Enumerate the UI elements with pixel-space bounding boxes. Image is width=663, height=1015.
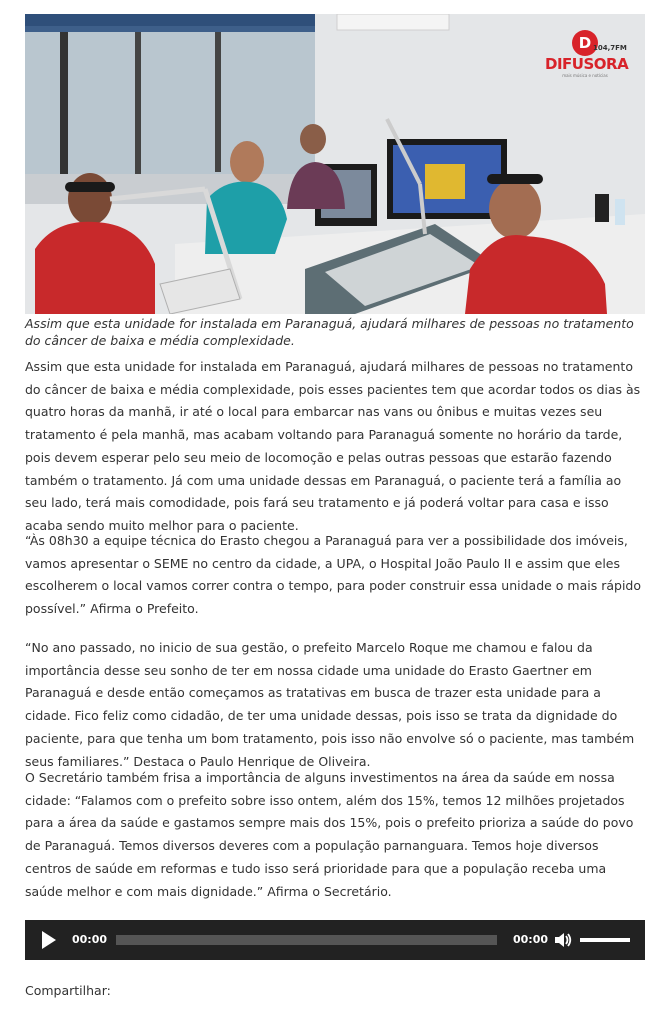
- article-paragraph: “Às 08h30 a equipe técnica do Erasto chegou a Paranaguá para ver a possibilidade dos imóveis, vamos apresentar o SEME no centro da cidade, a UPA, o Hospital João Paulo II e assim que eles escolherem o local vamos correr contra o tempo, para poder construir essa unidade o mais rápido possível.” Afirma o Prefeito.: [25, 533, 641, 617]
- play-button[interactable]: [42, 931, 56, 949]
- article-paragraph: “No ano passado, no inicio de sua gestão, o prefeito Marcelo Roque me chamou e falou da importância desse seu sonho de ter em nossa cidade uma unidade do Erasto Gaertner em Paranaguá e desde então começamos as tratativas em busca de trazer esta unidade para a cidade. Fico feliz como cidadão, de ter uma unidade dessas, pois isso se trata da dignidade do paciente, para que tenha um bom tratamento, pois isso não envolve só o paciente, mas também seus familiares.” Destaca o Paulo Henrique de Oliveira.: [25, 640, 635, 769]
- difusora-logo: [545, 30, 629, 78]
- logo-frequency: 104,7FM: [593, 44, 627, 52]
- share-label: Compartilhar:: [25, 983, 111, 998]
- logo-tagline: mais música e notícias: [562, 73, 608, 78]
- article-paragraph: Assim que esta unidade for instalada em Paranaguá, ajudará milhares de pessoas no tratamento do câncer de baixa e média complexidade, pois esses pacientes tem que acordar todos os dias às quatro horas da manhã, ir até o local para embarcar nas vans ou ônibus e muitas vezes seu tratamento é pela manhã, mas acabam voltando para Paranaguá somente no horário da tarde, pois devem esperar pelo seu meio de locomoção e pelas outras pessoas que estarão fazendo também o tratamento. Já com uma unidade dessas em Paranaguá, o paciente terá a família ao seu lado, terá mais comodidade, pois fará seu tratamento e já poderá voltar para casa e isso acaba sendo muito melhor para o paciente.: [25, 359, 641, 533]
- photo-caption: Assim que esta unidade for instalada em Paranaguá, ajudará milhares de pessoas no tratamento do câncer de baixa e média complexidade.: [25, 316, 634, 348]
- current-time: 00:00: [72, 933, 108, 946]
- volume-slider[interactable]: [580, 938, 630, 942]
- logo-mark: D: [572, 30, 598, 56]
- logo-wordmark: DIFUSORA: [545, 55, 629, 73]
- audio-player: [25, 920, 645, 960]
- audio-progress-bar[interactable]: [116, 935, 497, 945]
- duration-time: 00:00: [513, 933, 549, 946]
- article-paragraph: O Secretário também frisa a importância de alguns investimentos na área da saúde em nossa cidade: “Falamos com o prefeito sobre isso ontem, além dos 15%, temos 12 milhões projetados para a área da saúde e gastamos sempre mais dos 15%, pois o prefeito prioriza a saúde do povo de Paranaguá. Temos diversos deveres com a população parnanguara. Temos hoje diversos centros de saúde em reformas e tudo isso será prioridade para que a população receba uma saúde melhor e com mais dignidade.” Afirma o Secretário.: [25, 770, 634, 899]
- volume-icon[interactable]: [553, 930, 573, 950]
- article-photo: [25, 14, 645, 314]
